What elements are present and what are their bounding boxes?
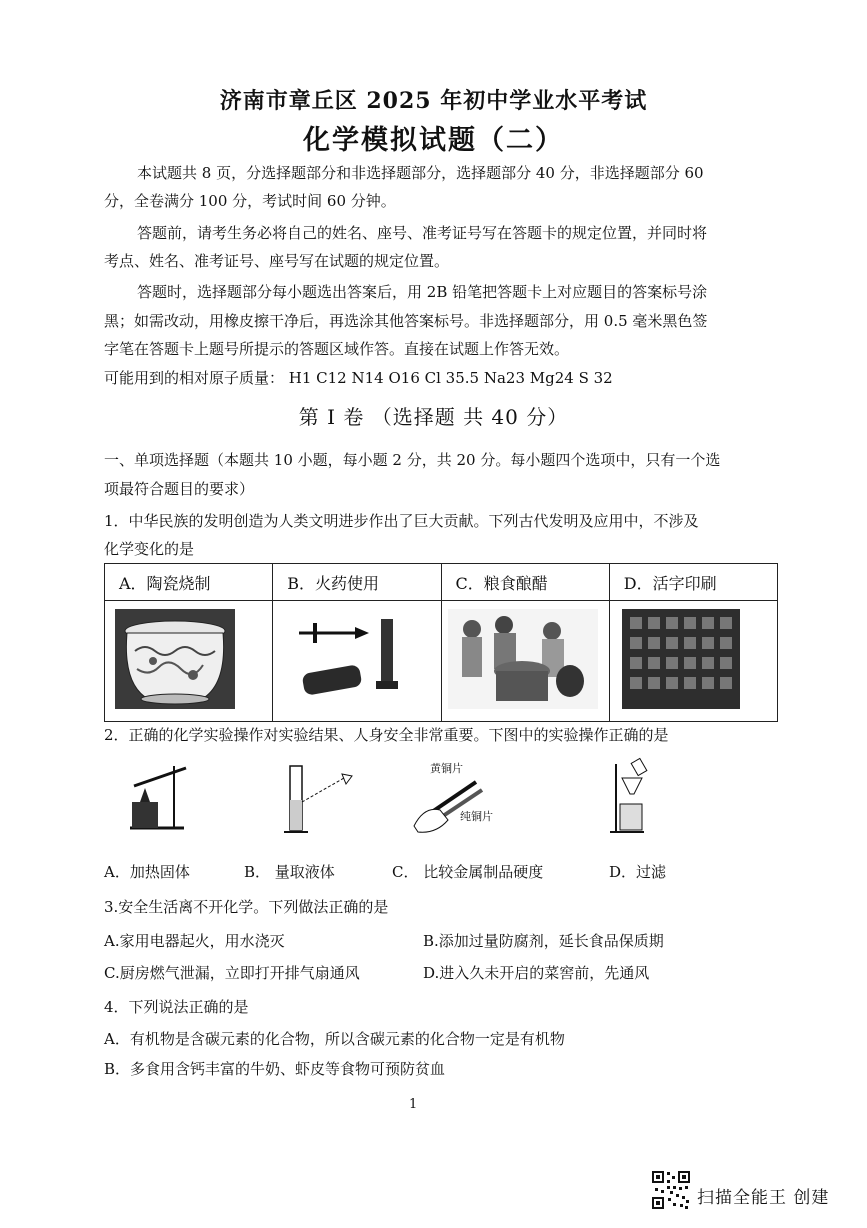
hardness-comparison-figure [414,761,493,832]
q1-option-c[interactable]: C．粮食酿醋 [441,564,609,601]
q2-apparatus-figures [104,756,704,846]
intro-p3-line3: 字笔在答题卡上题号所提示的答题区域作答。直接在试题上作答无效。 [104,340,570,358]
filtration-figure [610,758,647,832]
q4-option-a[interactable]: A．有机物是含碳元素的化合物，所以含碳元素的化合物一定是有机物 [104,1030,565,1048]
intro-p2-line1: 答题前，请考生务必将自己的姓名、座号、准考证号写在答题卡的规定位置，并同时将 [137,224,708,242]
section-title: 第 I 卷 （选择题 共 40 分） [298,405,569,429]
heating-solid-figure [130,766,186,828]
q1-stem-line1: 1．中华民族的发明创造为人类文明进步作出了巨大贡献。下列古代发明及应用中，不涉及 [104,512,699,530]
q1-option-a[interactable]: A．陶瓷烧制 [105,564,273,601]
movable-type-image [609,601,777,722]
exam-subtitle: 化学模拟试题（二） [303,125,564,156]
brass-label: 黄铜片 [430,762,463,775]
q2-option-a[interactable]: A．加热固体 [104,863,190,881]
intro-p2-line2: 考点、姓名、准考证号、座号写在试题的规定位置。 [104,252,450,270]
intro-p1-line2: 分，全卷满分 100 分，考试时间 60 分钟。 [104,192,396,210]
q2-option-b[interactable]: B． 量取液体 [244,863,335,881]
vinegar-brewing-image [441,601,609,722]
atomic-masses: 可能用到的相对原子质量： H1 C12 N14 O16 Cl 35.5 Na23 Mg24 S 32 [104,369,613,387]
q2-option-d[interactable]: D．过滤 [609,863,667,881]
ceramic-jar-image [105,601,273,722]
q1-options-table [104,563,778,722]
q4-stem: 4．下列说法正确的是 [104,998,249,1016]
part1-instruction-line2: 项最符合题目的要求） [104,480,255,498]
q3-option-a[interactable]: A.家用电器起火，用水浇灭 [104,932,285,950]
intro-p3-line1: 答题时，选择题部分每小题选出答案后，用 2B 铅笔把答题卡上对应题目的答案标号涂 [137,283,708,301]
q2-option-c[interactable]: C． 比较金属制品硬度 [392,863,544,881]
q2-stem: 2．正确的化学实验操作对实验结果、人身安全非常重要。下图中的实验操作正确的是 [104,726,669,744]
gunpowder-image [273,601,441,722]
q3-option-c[interactable]: C.厨房燃气泄漏，立即打开排气扇通风 [104,964,360,982]
q3-option-b[interactable]: B.添加过量防腐剂，延长食品保质期 [423,932,664,950]
q3-option-d[interactable]: D.进入久未开启的菜窖前，先通风 [423,964,650,982]
copper-label: 纯铜片 [460,810,493,823]
q1-stem-line2: 化学变化的是 [104,540,195,558]
exam-title: 济南市章丘区 2025 年初中学业水平考试 [219,88,648,114]
page-number: 1 [409,1097,418,1112]
q1-option-b[interactable]: B．火药使用 [273,564,441,601]
q3-stem: 3.安全生活离不开化学。下列做法正确的是 [104,898,389,916]
measuring-cylinder-figure [284,766,352,832]
intro-p3-line2: 黑；如需改动，用橡皮擦干净后，再选涂其他答案标号。非选择题部分，用 0.5 毫米黑色签 [104,312,708,330]
part1-instruction-line1: 一、单项选择题（本题共 10 小题，每小题 2 分，共 20 分。每小题四个选项中，只有一个选 [104,451,721,469]
q1-option-d[interactable]: D．活字印刷 [609,564,777,601]
q4-option-b[interactable]: B．多食用含钙丰富的牛奶、虾皮等食物可预防贫血 [104,1060,446,1078]
scanner-watermark: 扫描全能王 创建 [697,1188,830,1208]
qr-code-icon [651,1170,691,1210]
intro-p1-line1: 本试题共 8 页，分选择题部分和非选择题部分，选择题部分 40 分，非选择题部分 60 [137,164,704,182]
